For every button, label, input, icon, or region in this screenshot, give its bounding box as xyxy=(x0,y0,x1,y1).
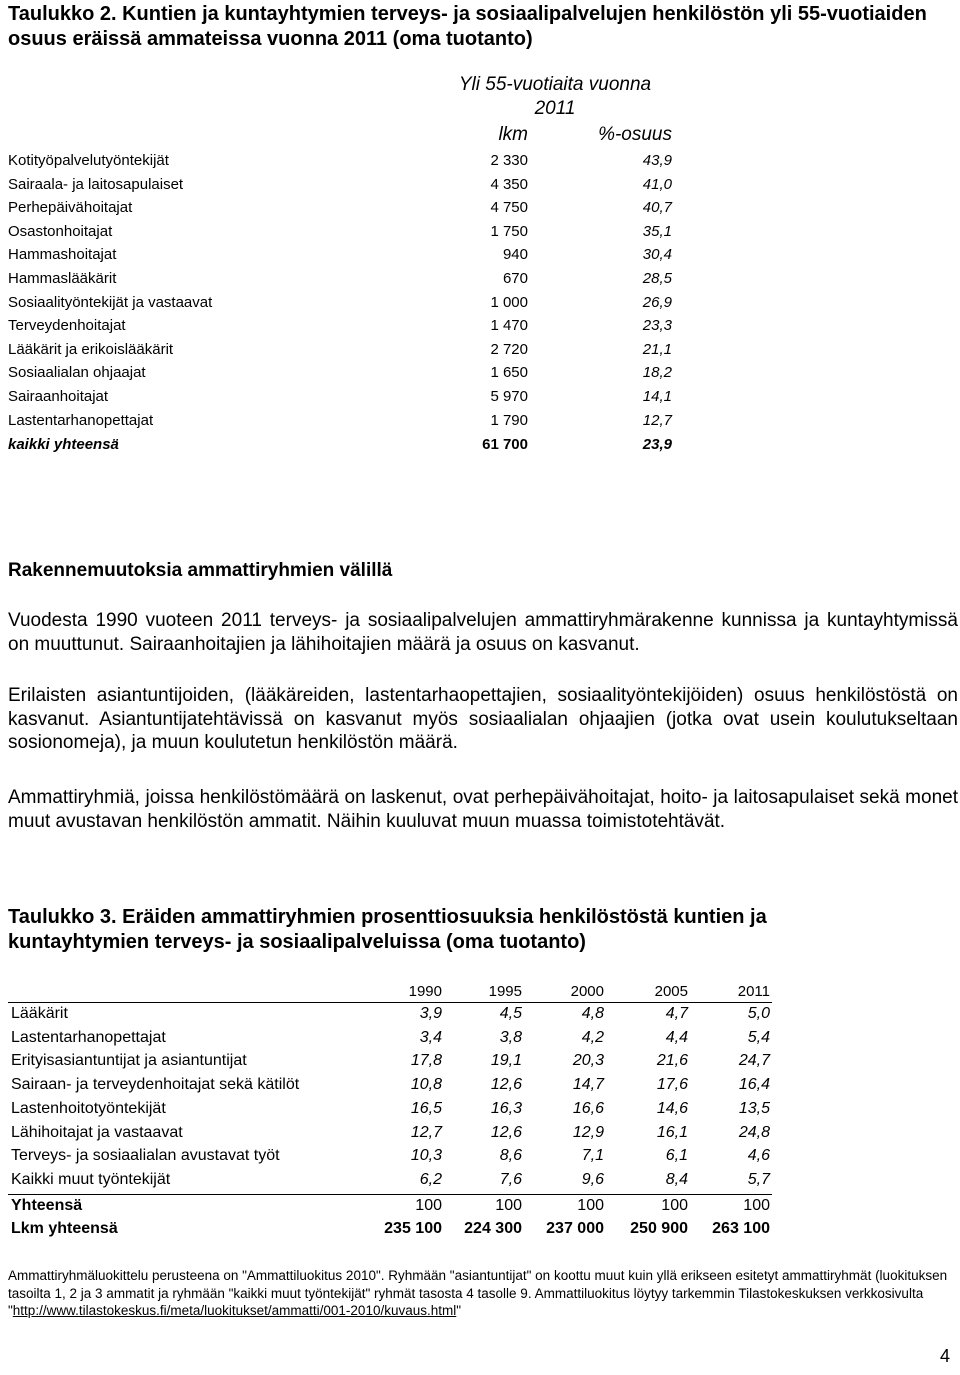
table3-total-cell: 100 xyxy=(415,1196,442,1214)
table2-row-pct: 40,7 xyxy=(642,199,672,217)
table2-row-label: Terveydenhoitajat xyxy=(8,317,126,335)
table3-row xyxy=(8,1124,778,1146)
table2-row-pct: 12,7 xyxy=(642,411,672,429)
table2-row-label: Sosiaalityöntekijät ja vastaavat xyxy=(8,293,213,311)
table3-cell: 6,1 xyxy=(665,1147,688,1165)
table2-row xyxy=(8,270,688,290)
table3-cell: 7,6 xyxy=(499,1170,522,1188)
table3-cell: 9,6 xyxy=(581,1170,604,1188)
table3-count-cell: 224 300 xyxy=(464,1220,522,1238)
table3-cell: 4,5 xyxy=(499,1005,522,1022)
table2-row xyxy=(8,152,688,172)
table3-row-label: Erityisasiantuntijat ja asiantuntijat xyxy=(11,1052,247,1070)
table2-row-lkm: 1 000 xyxy=(490,293,528,311)
table3-cell: 14,7 xyxy=(572,1076,604,1094)
table3-cell: 13,5 xyxy=(738,1099,770,1117)
table3-row-label: Kaikki muut työntekijät xyxy=(11,1170,171,1188)
table2-row xyxy=(8,223,688,243)
table2-row-pct: 23,3 xyxy=(642,317,672,335)
table3-cell: 12,7 xyxy=(410,1123,442,1141)
table2-col-lkm: lkm xyxy=(498,124,528,145)
table3-total-cell: 100 xyxy=(743,1196,770,1214)
table3-total-row xyxy=(8,1197,778,1219)
table2-row-lkm: 4 750 xyxy=(490,199,528,217)
footnote-text: Ammattiryhmäluokittelu perusteena on "Ammattiluokitus 2010". Ryhmään "asiantuntijat" on koottu muut kuin yllä erikseen esitetyt ammattiryhmät (luokituksen tasoilta 1, 2 ja 3 ammatit ja ryhmään "kaikki muut työntekijät" ryhmät tasosta 4 tasolle 9. Ammattiluokitus löytyy tarkemmin Tilastokeskuksen verkkosivulta " xyxy=(8,1268,948,1318)
table2-row-label: Sairaanhoitajat xyxy=(8,388,109,405)
table2-row-label: Sairaala- ja laitosapulaiset xyxy=(8,175,184,193)
table3-row xyxy=(8,1171,778,1193)
table3 xyxy=(8,983,778,1243)
table3-cell: 5,4 xyxy=(747,1028,770,1046)
table3-row xyxy=(8,1005,778,1027)
table2-row-label: Kotityöpalvelutyöntekijät xyxy=(8,152,169,169)
table2-caption xyxy=(8,2,958,52)
table2-row-lkm: 1 750 xyxy=(490,222,528,240)
table2-row-label: Sosiaalialan ohjaajat xyxy=(8,364,146,382)
table2 xyxy=(8,74,688,464)
table2-row-label: Perhepäivähoitajat xyxy=(8,199,133,217)
paragraph-1: Vuodesta 1990 vuoteen 2011 terveys- ja sosiaalipalvelujen ammattiryhmärakenne kunnissa ja kuntayhtymissä on muuttunut. Sairaanhoitajien ja lähihoitajien määrä ja osuus on kasvanut. xyxy=(8,610,958,655)
table3-total-cell: 100 xyxy=(661,1196,688,1214)
table3-cell: 5,7 xyxy=(747,1170,770,1188)
section-heading: Rakennemuutoksia ammattiryhmien välillä xyxy=(8,560,393,581)
table3-cell: 16,5 xyxy=(410,1099,442,1117)
table3-cell: 10,3 xyxy=(410,1147,442,1165)
table2-row xyxy=(8,364,688,384)
table3-row xyxy=(8,1076,778,1098)
table2-row-lkm: 1 650 xyxy=(490,364,528,382)
table2-row xyxy=(8,412,688,432)
table2-group-header-line1: Yli 55-vuotiaita vuonna xyxy=(458,74,652,95)
table3-count-cell: 250 900 xyxy=(630,1220,688,1238)
table3-cell: 4,7 xyxy=(665,1005,688,1022)
table3-count-cell: 263 100 xyxy=(712,1220,770,1238)
table3-cell: 21,6 xyxy=(656,1052,688,1070)
table3-cell: 17,8 xyxy=(410,1052,442,1070)
paragraph-2: Erilaisten asiantuntijoiden, (lääkäreiden, lastentarhaopettajien, sosiaalityöntekijöiden) osuus henkilöstöstä on kasvanut. Asiantuntijatehtävissä on kasvanut myös sosiaalialan ohjaajien (jotka ovat usein koulutukseltaan sosionomeja), ja muun koulutetun henkilöstön määrä. xyxy=(8,685,958,753)
footnote-link[interactable]: http://www.tilastokeskus.fi/meta/luokitukset/ammatti/001-2010/kuvaus.html xyxy=(12,1303,457,1318)
table2-row-pct: 35,1 xyxy=(642,222,672,240)
table3-row xyxy=(8,1029,778,1051)
table2-row-pct: 41,0 xyxy=(642,175,672,193)
table3-cell: 16,4 xyxy=(738,1076,770,1094)
table2-total-lkm: 61 700 xyxy=(482,436,528,454)
table2-row-label: Lastentarhanopettajat xyxy=(8,411,154,429)
footnote-end: " xyxy=(456,1303,462,1318)
table3-cell: 10,8 xyxy=(410,1076,442,1094)
table3-count-label: Lkm yhteensä xyxy=(11,1220,118,1238)
table3-row xyxy=(8,1052,778,1074)
table2-row-lkm: 2 720 xyxy=(490,340,528,358)
table2-row xyxy=(8,246,688,266)
table3-year-header: 2000 xyxy=(570,983,604,1000)
table3-cell: 12,6 xyxy=(490,1076,522,1094)
table2-row xyxy=(8,388,688,408)
table2-row xyxy=(8,341,688,361)
table3-cell: 20,3 xyxy=(572,1052,604,1070)
page-number: 4 xyxy=(940,1346,951,1366)
table2-row-lkm: 4 350 xyxy=(490,175,528,193)
table3-row-label: Lähihoitajat ja vastaavat xyxy=(11,1123,183,1141)
table3-caption xyxy=(8,905,888,955)
table2-caption-text: Kuntien ja kuntayhtymien terveys- ja sosiaalipalvelujen henkilöstön yli 55-vuotiaiden osuus eräissä ammateissa vuonna 2011 (oma tuotanto) xyxy=(8,3,927,50)
table2-total-label: kaikki yhteensä xyxy=(8,436,119,454)
table2-row xyxy=(8,294,688,314)
table3-total-cell: 100 xyxy=(495,1196,522,1214)
table2-row-lkm: 5 970 xyxy=(490,388,528,405)
table3-cell: 16,1 xyxy=(656,1123,688,1141)
table3-year-header: 1995 xyxy=(488,983,522,1000)
table2-row-pct: 28,5 xyxy=(642,270,672,287)
table3-caption-text: Eräiden ammattiryhmien prosenttiosuuksia henkilöstöstä kuntien ja kuntayhtymien terveys- ja sosiaalipalveluissa (oma tuotanto) xyxy=(8,906,767,953)
table3-cell: 7,1 xyxy=(581,1147,604,1165)
table3-row-label: Lääkärit xyxy=(11,1005,68,1022)
table2-row-label: Hammashoitajat xyxy=(8,246,117,264)
table2-row-pct: 26,9 xyxy=(642,293,672,311)
table2-row-lkm: 670 xyxy=(502,270,528,287)
table3-cell: 8,4 xyxy=(665,1170,688,1188)
table2-row-pct: 14,1 xyxy=(642,388,672,405)
table3-cell: 3,4 xyxy=(419,1028,442,1046)
table2-row xyxy=(8,199,688,219)
table3-cell: 12,6 xyxy=(490,1123,522,1141)
table3-cell: 12,9 xyxy=(572,1123,604,1141)
table2-caption-label: Taulukko 2. xyxy=(8,3,117,25)
table3-count-row xyxy=(8,1220,778,1242)
table2-group-header-line2: 2011 xyxy=(534,98,576,119)
table2-row-lkm: 940 xyxy=(502,246,528,264)
table2-row-label: Lääkärit ja erikoislääkärit xyxy=(8,340,174,358)
table3-cell: 19,1 xyxy=(490,1052,522,1070)
table2-total-row xyxy=(8,436,688,456)
table3-count-cell: 235 100 xyxy=(384,1220,442,1238)
table3-cell: 4,2 xyxy=(581,1028,604,1046)
footnote xyxy=(8,1267,948,1320)
table2-col-pct: %-osuus xyxy=(598,124,672,145)
table3-cell: 24,8 xyxy=(738,1123,770,1141)
table2-row-lkm: 1 790 xyxy=(490,411,528,429)
table2-row-lkm: 1 470 xyxy=(490,317,528,335)
table3-row-label: Lastentarhanopettajat xyxy=(11,1028,166,1046)
table3-cell: 4,8 xyxy=(581,1005,604,1022)
table3-cell: 17,6 xyxy=(656,1076,688,1094)
table3-top-rule xyxy=(8,1002,772,1003)
table3-cell: 3,8 xyxy=(499,1028,522,1046)
table3-row-label: Sairaan- ja terveydenhoitajat sekä kätilöt xyxy=(11,1076,300,1094)
table3-count-cell: 237 000 xyxy=(546,1220,604,1238)
table3-year-header: 2011 xyxy=(737,983,770,1000)
table3-cell: 3,9 xyxy=(419,1005,442,1022)
table2-row-pct: 30,4 xyxy=(642,246,672,264)
table2-total-pct: 23,9 xyxy=(642,436,672,454)
table3-total-cell: 100 xyxy=(577,1196,604,1214)
table2-row-label: Osastonhoitajat xyxy=(8,222,113,240)
table3-total-rule xyxy=(8,1194,772,1195)
table3-caption-label: Taulukko 3. xyxy=(8,906,117,928)
table2-row-pct: 18,2 xyxy=(642,364,672,382)
table3-year-header: 2005 xyxy=(654,983,688,1000)
table3-row-label: Terveys- ja sosiaalialan avustavat työt xyxy=(11,1147,280,1165)
table3-row xyxy=(8,1147,778,1169)
paragraph-3: Ammattiryhmiä, joissa henkilöstömäärä on laskenut, ovat perhepäivähoitajat, hoito- ja laitosapulaiset sekä monet muut avustavan henkilöstön ammatit. Näihin kuuluvat muun muassa toimistotehtävät. xyxy=(8,787,958,832)
table3-row xyxy=(8,1100,778,1122)
table3-cell: 16,3 xyxy=(490,1099,522,1117)
table3-cell: 8,6 xyxy=(499,1147,522,1165)
table3-row-label: Lastenhoitotyöntekijät xyxy=(11,1099,166,1117)
table3-cell: 4,4 xyxy=(665,1028,688,1046)
table3-year-header: 1990 xyxy=(408,983,442,1000)
table2-row-lkm: 2 330 xyxy=(490,152,528,169)
table2-row-pct: 21,1 xyxy=(642,340,672,358)
table3-cell: 5,0 xyxy=(747,1005,770,1022)
table2-row xyxy=(8,317,688,337)
table3-cell: 6,2 xyxy=(419,1170,442,1188)
table3-cell: 16,6 xyxy=(572,1099,604,1117)
table3-cell: 24,7 xyxy=(738,1052,770,1070)
table2-row xyxy=(8,176,688,196)
table3-cell: 14,6 xyxy=(656,1099,688,1117)
table3-total-label: Yhteensä xyxy=(11,1196,83,1214)
table2-row-label: Hammaslääkärit xyxy=(8,270,117,287)
table2-row-pct: 43,9 xyxy=(642,152,672,169)
table3-cell: 4,6 xyxy=(747,1147,770,1165)
